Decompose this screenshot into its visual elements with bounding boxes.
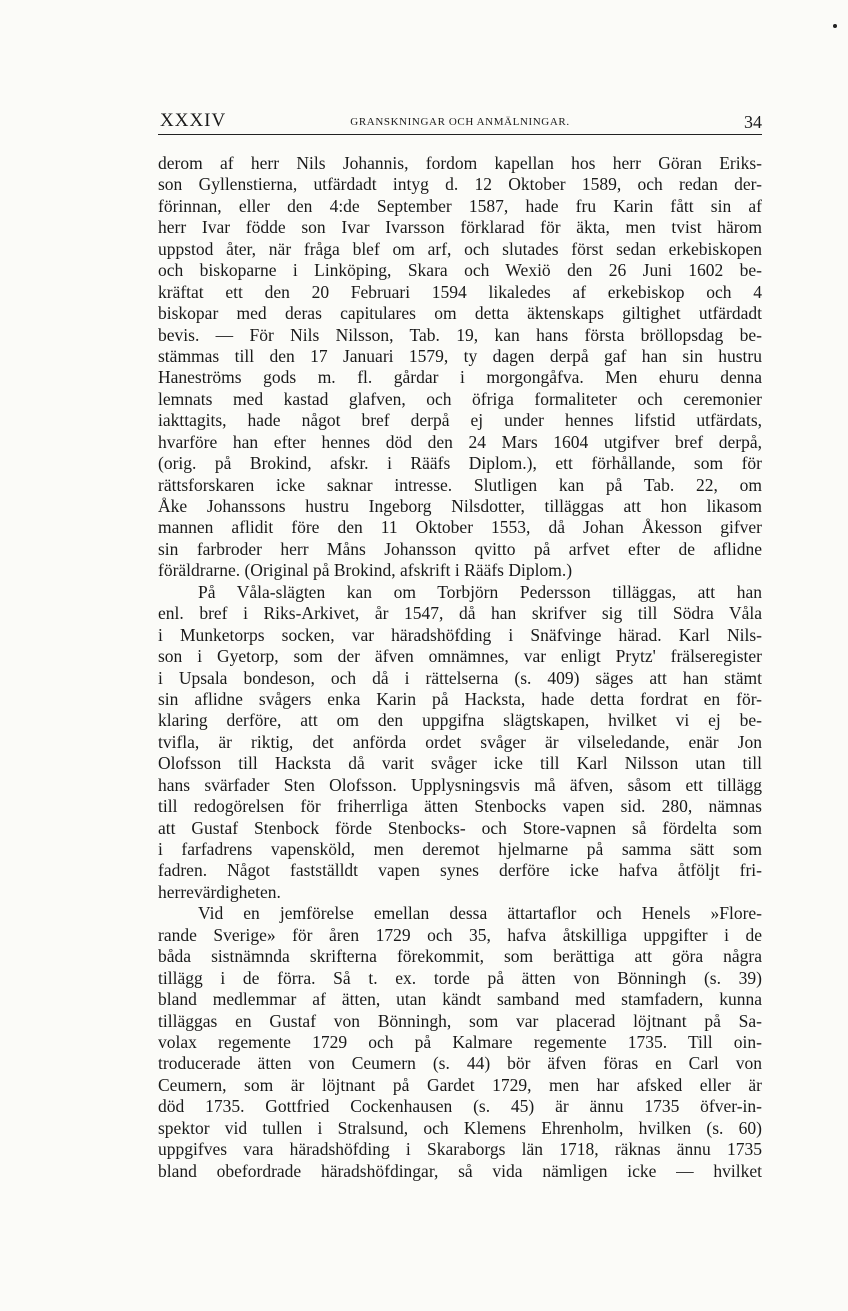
text-line: hvarföre han efter hennes död den 24 Mars 1604 utgifver bref derpå, <box>158 431 762 452</box>
text-line: klaring derföre, att om den uppgifna slägtskapen, hvilket vi ej be- <box>158 710 762 731</box>
text-line: rättsforskaren icke saknar intresse. Slutligen kan på Tab. 22, om <box>158 474 762 495</box>
text-line: bland medlemmar af ätten, utan kändt samband med stamfadern, kunna <box>158 989 762 1010</box>
text-line: herr Ivar födde son Ivar Ivarsson förklarad för äkta, men tvist härom <box>158 217 762 238</box>
text-line: biskopar med deras capitulares om detta äktenskaps giltighet utfärdadt <box>158 303 762 324</box>
text-line: (orig. på Brokind, afskr. i Rääfs Diplom.), ett förhållande, som för <box>158 453 762 474</box>
text-line: bevis. — För Nils Nilsson, Tab. 19, kan hans första bröllopsdag be- <box>158 324 762 345</box>
text-line: iakttagits, hade något bref derpå ej under hennes lifstid utfärdats, <box>158 410 762 431</box>
text-line: fadren. Något fastställdt vapen synes derföre icke hafva åtföljt fri- <box>158 860 762 881</box>
text-line: son i Gyetorp, som der äfven omnämnes, var enligt Prytz' frälseregister <box>158 646 762 667</box>
text-line: lemnats med kastad glafven, och öfriga formaliteter och ceremonier <box>158 388 762 409</box>
text-line: derom af herr Nils Johannis, fordom kapellan hos herr Göran Eriks- <box>158 153 762 173</box>
text-line: bland obefordrade häradshöfdingar, så vida nämligen icke — hvilket <box>158 1160 762 1181</box>
roman-page-number: XXXIV <box>160 110 227 131</box>
book-page <box>158 108 762 1182</box>
text-line: uppgifves vara häradshöfding i Skaraborgs län 1718, räknas ännu 1735 <box>158 1139 762 1160</box>
text-line: död 1735. Gottfried Cockenhausen (s. 45) är ännu 1735 öfver-in- <box>158 1096 762 1117</box>
text-line: Ceumern, som är löjtnant på Gardet 1729, men har afsked eller är <box>158 1074 762 1095</box>
text-line: spektor vid tullen i Stralsund, och Klemens Ehrenholm, hvilken (s. 60) <box>158 1117 762 1138</box>
text-line: till redogörelsen för friherrliga ätten Stenbocks vapen sid. 280, nämnas <box>158 796 762 817</box>
text-line: föräldrarne. (Original på Brokind, afskrift i Rääfs Diplom.) <box>158 560 573 581</box>
text-line: tillägg i de förra. Så t. ex. torde på ätten von Bönningh (s. 39) <box>158 967 762 988</box>
text-line: uppstod åter, när fråga blef om arf, och slutades först sedan erkebiskopen <box>158 238 762 259</box>
text-line: tvifla, är riktig, det anförda ordet svåger är vilseledande, enär Jon <box>158 731 762 752</box>
text-line: enl. bref i Riks-Arkivet, år 1547, då han skrifver sig till Södra Våla <box>158 603 762 624</box>
text-line: mannen aflidit före den 11 Oktober 1553, då Johan Åkesson gifver <box>158 517 762 538</box>
text-line: kräftat ett den 20 Februari 1594 likaledes af erkebiskop och 4 <box>158 281 762 302</box>
section-title: GRANSKNINGAR OCH ANMÄLNINGAR. <box>350 116 570 128</box>
ink-speck <box>833 24 837 28</box>
text-line: troducerade ätten von Ceumern (s. 44) bör äfven föras en Carl von <box>158 1053 762 1074</box>
text-line: förinnan, eller den 4:de September 1587, hade fru Karin fått sin af <box>158 195 762 216</box>
text-line: i Upsala bondeson, och då i rättelserna (s. 409) säges att han stämt <box>158 667 762 688</box>
running-header <box>158 108 762 135</box>
text-line: På Våla-slägten kan om Torbjörn Pedersson tilläggas, att han <box>198 581 762 602</box>
text-line: son Gyllenstierna, utfärdadt intyg d. 12 Oktober 1589, och redan der- <box>158 174 762 195</box>
body-text <box>158 153 762 1182</box>
text-line: hans svärfader Sten Olofsson. Upplysningsvis må äfven, såsom ett tillägg <box>158 774 762 795</box>
text-line: Vid en jemförelse emellan dessa ättartaflor och Henels »Flore- <box>198 903 762 924</box>
text-line: i farfadrens vapensköld, men deremot hjelmarne på samma sätt som <box>158 839 762 859</box>
page-number: 34 <box>744 112 762 132</box>
text-line: Haneströms gods m. fl. gårdar i morgongåfva. Men ehuru denna <box>158 367 762 388</box>
text-line: stämmas till den 17 Januari 1579, ty dagen derpå gaf han sin hustru <box>158 345 762 366</box>
text-line: i Munketorps socken, var häradshöfding i Snäfvinge härad. Karl Nils- <box>158 624 762 645</box>
text-line: Olofsson till Hacksta då varit svåger icke till Karl Nilsson utan till <box>158 753 762 774</box>
text-line: volax regemente 1729 och på Kalmare regemente 1735. Till oin- <box>158 1031 762 1052</box>
text-line: och biskoparne i Linköping, Skara och Wexiö den 26 Juni 1602 be- <box>158 260 762 281</box>
text-line: tilläggas en Gustaf von Bönningh, som var placerad löjtnant på Sa- <box>158 1010 762 1031</box>
text-line: herrevärdigheten. <box>158 881 281 902</box>
text-line: sin farbroder herr Måns Johansson qvitto på arfvet efter de aflidne <box>158 538 762 559</box>
text-line: båda sistnämnda skrifterna förekommit, som berättiga att göra några <box>158 946 762 967</box>
text-line: att Gustaf Stenbock förde Stenbocks- och Store-vapnen så fördelta som <box>158 817 762 838</box>
text-line: Åke Johanssons hustru Ingeborg Nilsdotter, tilläggas att hon likasom <box>158 496 762 516</box>
text-line: rande Sverige» för åren 1729 och 35, hafva åtskilliga uppgifter i de <box>158 924 762 945</box>
text-line: sin aflidne svågers enka Karin på Hacksta, hade detta fordrat en för- <box>158 688 762 709</box>
